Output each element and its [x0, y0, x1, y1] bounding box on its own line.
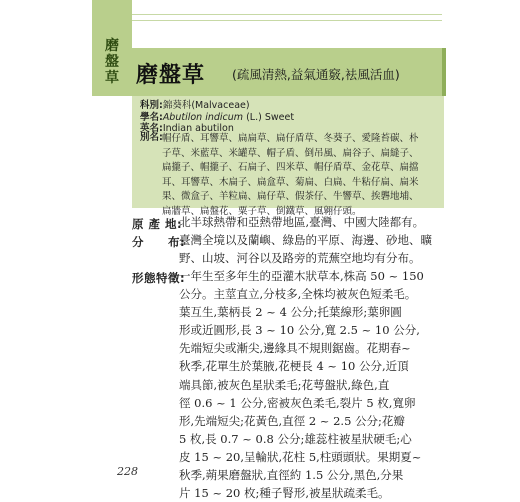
top-rule [132, 20, 442, 21]
english-name-value: Indian abutilon [162, 123, 234, 134]
page-subtitle: (疏風清熱,益氣通竅,袪風活血) [232, 67, 400, 82]
morphology-label: 形態特徵: [132, 271, 186, 285]
morphology-line: 葉互生,葉柄長 2 ~ 4 公分;托葉線形;葉卵圓 [179, 305, 402, 320]
distribution-line: 野、山坡、河谷以及路旁的荒蕪空地均有分布。 [179, 251, 421, 266]
morphology-text [179, 267, 443, 502]
english-name-label: 英名: [140, 123, 163, 134]
alias-line: 帽仔盾、耳響草、扁扁草、扁仔盾草、冬葵子、愛隆苔碳、朴 [162, 133, 419, 144]
morphology-line: 公分。主莖直立,分枝多,全株均被灰色短柔毛。 [179, 287, 417, 302]
alias-text [162, 132, 438, 220]
morphology-line: 片 15 ~ 20 枚;種子腎形,被星狀疏柔毛。 [179, 486, 390, 501]
scientific-name: Abutilon indicum [162, 112, 244, 123]
origin-label: 原 產 地: [132, 217, 183, 231]
side-tab-char: 磨 [105, 38, 119, 54]
side-tab-label [92, 38, 132, 86]
side-tab-char: 盤 [105, 54, 119, 70]
alias-line: 果、微盒子、羊粒扁、扁仔草、假茶仔、牛響草、挨礱地埔、 [162, 191, 419, 203]
family-label: 科別: [140, 100, 163, 111]
alias-line: 扁攏子、帽攏子、石扁子、四米草、帽仔盾草、金花草、扁擋 [162, 162, 419, 174]
morphology-line: 一年生至多年生的亞灌木狀草本,株高 50 ~ 150 [179, 269, 424, 283]
alias-line: 耳、耳響草、木扁子、扁盒草、菊扁、白扁、牛粘仔扁、扁米 [162, 176, 419, 188]
morphology-line: 先端短尖或漸尖,邊緣具不規則鋸齒。花期春~ [179, 341, 411, 356]
alias-line: 子草、米藍草、米罐草、帽子盾、倒吊風、扁谷子、扁縫子、 [162, 147, 419, 159]
family-value: 錦葵科(Malvaceae) [162, 100, 250, 111]
top-rule [132, 14, 442, 15]
origin-line: 北半球熱帶和亞熱帶地區,臺灣、中國大陸都有。 [179, 215, 425, 229]
header-corner [442, 48, 446, 96]
distribution-line: 臺灣全境以及蘭嶼、綠島的平原、海邊、砂地、曠 [179, 233, 432, 247]
distribution-text [179, 231, 443, 267]
header-band [132, 48, 442, 96]
morphology-line: 形,先端短尖;花黃色,直徑 2 ~ 2.5 公分;花瓣 [179, 413, 405, 428]
page-number: 228 [117, 465, 138, 478]
family-row [140, 100, 250, 112]
morphology-line: 端具節,被灰色星狀柔毛;花萼盤狀,綠色,直 [179, 377, 390, 392]
alias-line: 扁牆草、扁盤花、粟子草、倒鐵草、風翱仔頭。 [162, 205, 362, 217]
origin-text [179, 213, 443, 231]
side-tab [92, 0, 132, 96]
scientific-author: (L.) Sweet [246, 112, 295, 123]
morphology-line: 皮 15 ~ 20,呈輪狀,花柱 5,柱頭頭狀。果期夏~ [179, 449, 422, 464]
morphology-line: 秋季,花單生於葉腋,花梗長 4 ~ 10 公分,近頂 [179, 359, 409, 374]
alias-label: 別名: [140, 132, 163, 143]
page-title: 磨盤草 [136, 62, 206, 88]
morphology-line: 5 枚,長 0.7 ~ 0.8 公分;雄蕊柱被星狀硬毛;心 [179, 431, 412, 446]
scientific-name-label: 學名: [140, 112, 163, 123]
info-box [132, 96, 444, 217]
distribution-label: 分 布: [132, 235, 186, 249]
side-tab-char: 草 [105, 70, 119, 86]
morphology-line: 形或近圓形,長 3 ~ 10 公分,寬 2.5 ~ 10 公分, [179, 323, 420, 338]
morphology-line: 徑 0.6 ~ 1 公分,密被灰色柔毛,裂片 5 枚,寬卵 [179, 395, 416, 410]
morphology-line: 秋季,蒴果磨盤狀,直徑約 1.5 公分,黑色,分果 [179, 468, 404, 483]
